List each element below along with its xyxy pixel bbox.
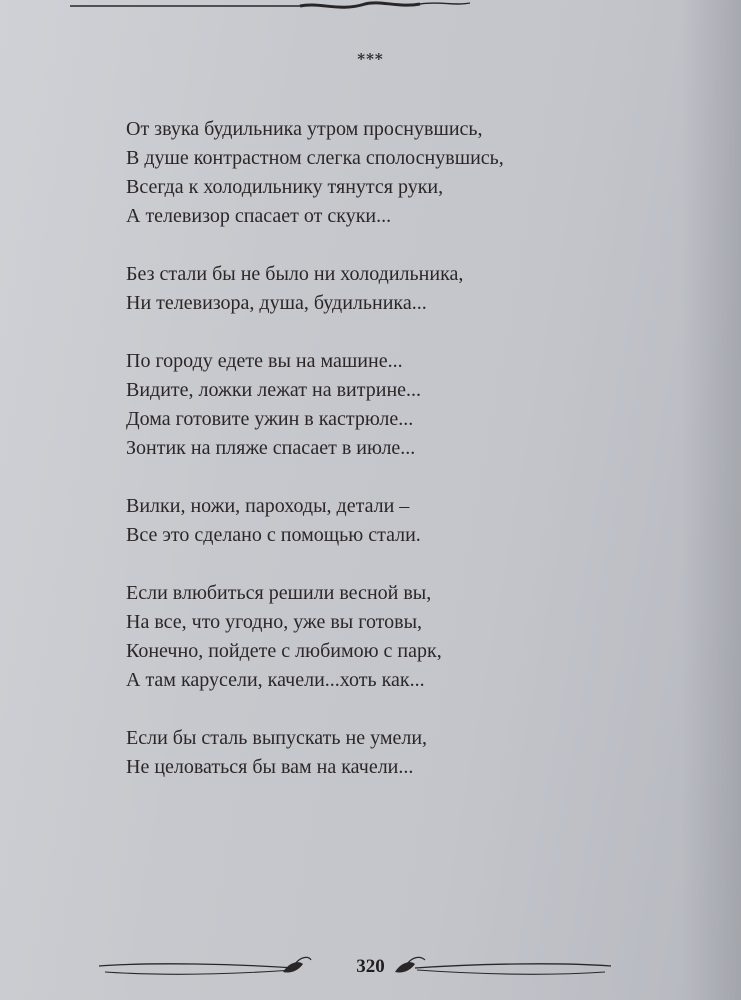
poem-line: Дома готовите ужин в кастрюле...	[126, 408, 414, 430]
poem-line: В душе контрастном слегка сполоснувшись,	[126, 147, 504, 169]
poem-line: Зонтик на пляже спасает в июле...	[126, 437, 416, 459]
poem-line: По городу едете вы на машине...	[126, 350, 403, 372]
page-footer	[0, 948, 741, 988]
poem-stanza	[126, 260, 646, 318]
poem-line: А телевизор спасает от скуки...	[126, 205, 392, 227]
poem-line: Без стали бы не было ни холодильника,	[126, 263, 464, 285]
poem-stanza	[126, 579, 646, 695]
poem-line: На все, что угодно, уже вы готовы,	[126, 611, 423, 633]
poem-line: Видите, ложки лежат на витрине...	[126, 379, 422, 401]
poem-line: Если влюбиться решили весной вы,	[126, 582, 432, 604]
poem-line: Ни телевизора, душа, будильника...	[126, 292, 427, 314]
poem-stanza	[126, 347, 646, 463]
poem-line: Все это сделано с помощью стали.	[126, 524, 421, 546]
poem-stanza	[126, 724, 646, 782]
poem-stanza	[126, 115, 646, 231]
poem-line: От звука будильника утром проснувшись,	[126, 118, 483, 140]
page-edge-shadow	[681, 0, 741, 1000]
poem-line: Всегда к холодильнику тянутся руки,	[126, 176, 444, 198]
poem-line: Конечно, пойдете с любимою с парк,	[126, 640, 442, 662]
stanza-separator: ***	[357, 50, 384, 68]
poem-line: А там карусели, качели...хоть как...	[126, 669, 425, 691]
poem-body	[126, 115, 646, 811]
top-ornament-flourish	[70, 0, 630, 14]
poem-line: Если бы сталь выпускать не умели,	[126, 727, 428, 749]
page-number: 320	[356, 956, 385, 977]
poem-stanza	[126, 492, 646, 550]
poem-line: Не целоваться бы вам на качели...	[126, 756, 414, 778]
poem-line: Вилки, ножи, пароходы, детали –	[126, 495, 410, 517]
